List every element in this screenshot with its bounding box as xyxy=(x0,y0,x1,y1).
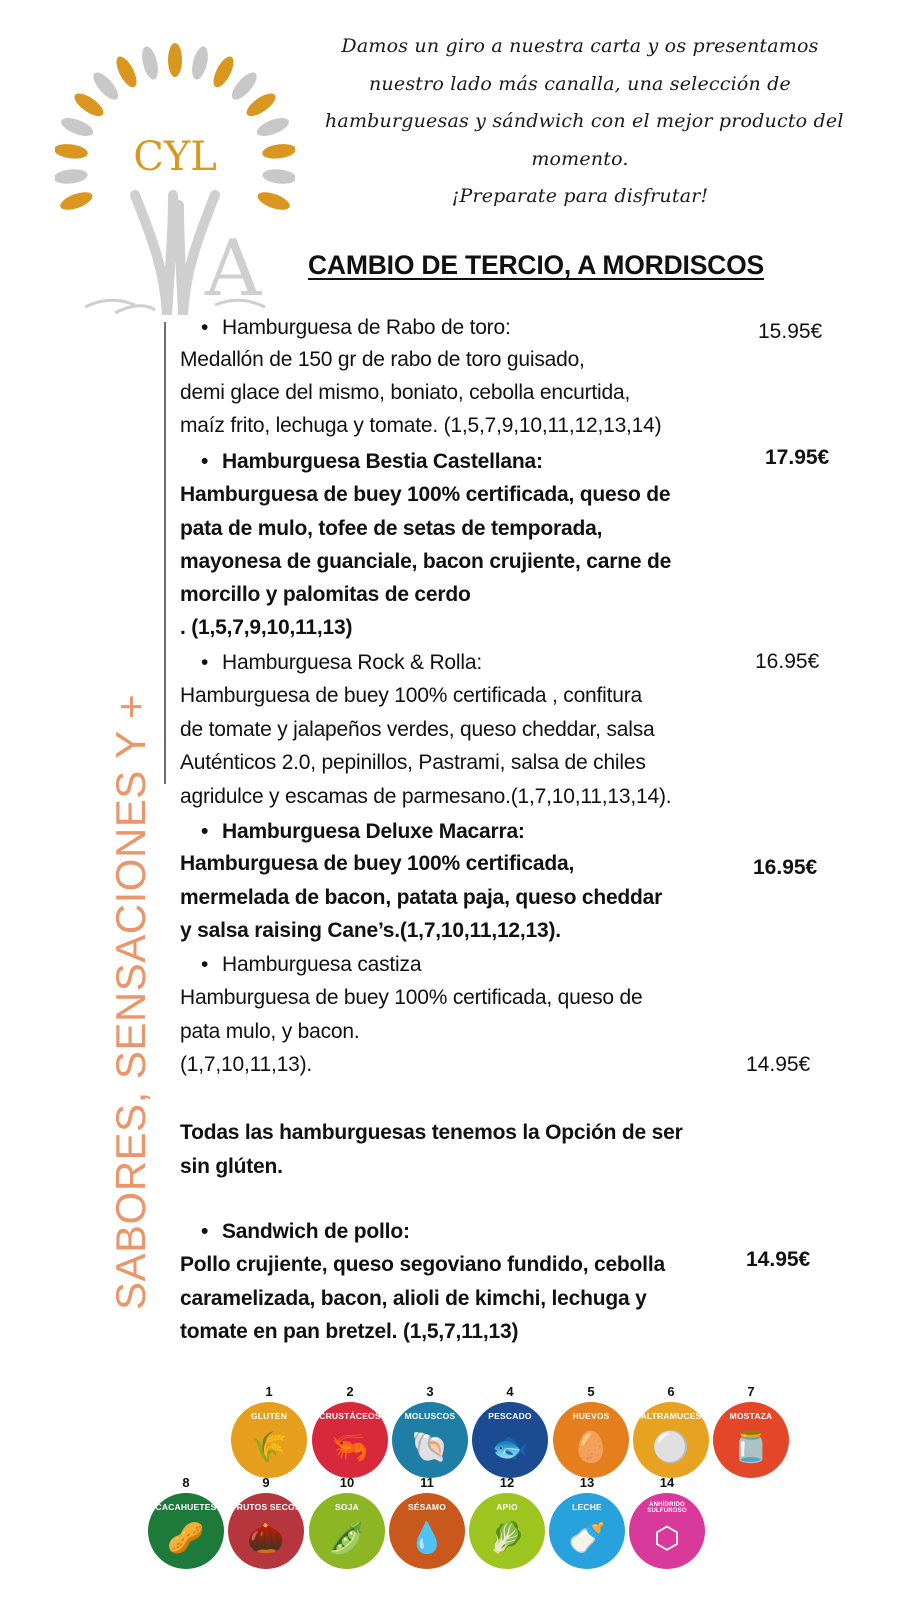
menu-item-description: morcillo y palomitas de cerdo xyxy=(180,583,471,606)
allergen-badge xyxy=(629,1493,705,1569)
allergen-pescado xyxy=(469,1384,551,1478)
menu-item-description: . (1,5,7,9,10,11,13) xyxy=(180,616,353,639)
intro-line: nuestro lado más canalla, una selección de xyxy=(369,72,791,95)
allergen-number: 11 xyxy=(420,1475,434,1490)
lupin-icon: ⚪ xyxy=(652,1431,690,1464)
leaf-icon xyxy=(89,69,122,104)
menu-item-description: maíz frito, lechuga y tomate. (1,5,7,9,10,11,12,13,14) xyxy=(180,414,662,437)
menu-item-description: Hamburguesa de buey 100% certificada, xyxy=(180,852,575,875)
leaf-icon xyxy=(255,114,292,139)
allergen-label: MOSTAZA xyxy=(729,1411,773,1421)
leaf-icon xyxy=(209,54,237,91)
allergen-cacahuetes xyxy=(145,1475,227,1569)
allergen-number: 2 xyxy=(346,1384,354,1399)
allergen-badge xyxy=(392,1402,468,1478)
allergen-label: SOJA xyxy=(335,1502,359,1512)
menu-item-description: (1,7,10,11,13). xyxy=(180,1053,313,1076)
allergen-number: 8 xyxy=(182,1475,190,1490)
note-line: sin glúten. xyxy=(180,1155,283,1178)
allergen-mostaza xyxy=(710,1384,792,1478)
leaf-icon xyxy=(243,89,279,120)
menu-item-price: 17.95€ xyxy=(765,446,830,469)
allergen-number: 3 xyxy=(426,1384,434,1399)
menu-item-name: • Hamburguesa de Rabo de toro: xyxy=(201,311,511,344)
menu-item-description: Auténticos 2.0, pepinillos, Pastrami, salsa de chiles xyxy=(180,751,646,774)
menu-item-description: demi glace del mismo, boniato, cebolla encurtida, xyxy=(180,381,631,404)
allergen-badge xyxy=(469,1493,545,1569)
allergen-leche xyxy=(546,1475,628,1569)
leaf-icon xyxy=(71,89,107,120)
menu-item-description: de tomate y jalapeños verdes, queso cheddar, salsa xyxy=(180,718,655,741)
allergen-label: CRUSTÁCEOS xyxy=(319,1411,381,1421)
allergen-label: ALTRAMUCES xyxy=(640,1411,702,1421)
allergen-badge xyxy=(633,1402,709,1478)
leaf-icon xyxy=(262,168,295,186)
allergen-label: APIO xyxy=(496,1502,518,1512)
menu-item-name: • Hamburguesa Bestia Castellana: xyxy=(201,445,543,478)
milk-bottle-icon: 🍼 xyxy=(568,1522,606,1555)
leaf-icon xyxy=(255,189,292,214)
menu-item-name: • Hamburguesa Rock & Rolla: xyxy=(201,646,482,679)
tree-leaves-logo-icon xyxy=(55,35,295,315)
sulfite-molecule-icon: ⬡ xyxy=(653,1522,681,1555)
menu-item-description: tomate en pan bretzel. (1,5,7,11,13) xyxy=(180,1320,519,1343)
menu-item-description: agridulce y escamas de parmesano.(1,7,10,11,13,14). xyxy=(180,785,672,808)
logo-sub-letter: A xyxy=(204,224,262,314)
menu-item-name: • Sandwich de pollo: xyxy=(201,1215,410,1248)
leaf-icon xyxy=(228,69,261,104)
allergen-sésamo xyxy=(386,1475,468,1569)
leaf-icon xyxy=(55,142,89,160)
menu-item-description: caramelizada, bacon, alioli de kimchi, lechuga y xyxy=(180,1287,647,1310)
celery-icon: 🥬 xyxy=(488,1522,526,1555)
intro-line: ¡Preparate para disfrutar! xyxy=(451,185,709,207)
fish-icon: 🐟 xyxy=(491,1431,529,1464)
allergen-label: PESCADO xyxy=(488,1411,532,1421)
allergen-badge xyxy=(228,1493,304,1569)
menu-item-price: 15.95€ xyxy=(758,320,823,343)
menu-item-name: • Hamburguesa Deluxe Macarra: xyxy=(201,815,525,848)
wheat-icon: 🌾 xyxy=(250,1431,288,1464)
allergen-label: HUEVOS xyxy=(572,1411,610,1421)
allergen-number: 5 xyxy=(587,1384,595,1399)
acorn-icon: 🌰 xyxy=(247,1522,285,1555)
egg-icon: 🥚 xyxy=(572,1431,610,1464)
allergen-badge xyxy=(312,1402,388,1478)
allergen-badge xyxy=(231,1402,307,1478)
sesame-icon: 💧 xyxy=(408,1522,446,1555)
allergen-number: 4 xyxy=(506,1384,514,1399)
allergen-number: 7 xyxy=(747,1384,755,1399)
menu-item-description: Hamburguesa de buey 100% certificada , confitura xyxy=(180,684,643,707)
leaf-icon xyxy=(55,168,88,186)
soy-pod-icon: 🫛 xyxy=(328,1522,366,1555)
menu-item-description: Hamburguesa de buey 100% certificada, queso de xyxy=(180,986,643,1009)
allergen-label: FRUTOS SECOS xyxy=(231,1502,301,1512)
allergen-label: CACAHUETES xyxy=(155,1502,217,1512)
allergen-badge xyxy=(472,1402,548,1478)
menu-item-price: 16.95€ xyxy=(753,856,818,879)
allergen-label: MOLUSCOS xyxy=(404,1411,456,1421)
allergen-label: ANHÍDRIDO SULFUROSO xyxy=(647,1502,687,1514)
allergen-altramuces xyxy=(630,1384,712,1478)
restaurant-logo xyxy=(55,35,295,315)
leaf-icon xyxy=(168,43,182,77)
allergen-anhídrido-sulfuroso xyxy=(626,1475,708,1569)
allergen-frutos-secos xyxy=(225,1475,307,1569)
allergen-gluten xyxy=(228,1384,310,1478)
allergen-badge xyxy=(553,1402,629,1478)
vertical-divider xyxy=(164,322,166,784)
allergen-apio xyxy=(466,1475,548,1569)
menu-item-name: • Hamburguesa castiza xyxy=(201,948,421,981)
section-title: CAMBIO DE TERCIO, A MORDISCOS xyxy=(308,250,764,280)
intro-line: Damos un giro a nuestra carta y os presentamos xyxy=(341,35,819,57)
menu-item-description: Hamburguesa de buey 100% certificada, queso de xyxy=(180,483,671,506)
allergen-badge xyxy=(713,1402,789,1478)
allergen-number: 1 xyxy=(265,1384,273,1399)
note-line: Todas las hamburguesas tenemos la Opción de ser xyxy=(180,1121,683,1144)
allergen-number: 12 xyxy=(499,1475,515,1490)
menu-item-description: Medallón de 150 gr de rabo de toro guisado, xyxy=(180,348,585,371)
intro-line: momento. xyxy=(531,147,629,170)
intro-line: hamburguesas y sándwich con el mejor producto del xyxy=(325,110,844,132)
logo-letters: CYL xyxy=(133,134,217,180)
menu-item-description: mermelada de bacon, patata paja, queso cheddar xyxy=(180,886,663,909)
leaf-icon xyxy=(189,45,211,81)
allergen-label: GLUTEN xyxy=(250,1411,288,1421)
allergen-huevos xyxy=(550,1384,632,1478)
leaf-icon xyxy=(261,142,295,160)
menu-item-description: mayonesa de guanciale, bacon crujiente, carne de xyxy=(180,550,672,573)
allergen-number: 9 xyxy=(262,1475,270,1490)
allergen-number: 14 xyxy=(659,1475,675,1490)
allergen-soja xyxy=(306,1475,388,1569)
menu-item-price: 16.95€ xyxy=(755,650,820,673)
menu-item-price: 14.95€ xyxy=(746,1053,811,1076)
allergen-label: LECHE xyxy=(572,1502,602,1512)
shell-icon: 🐚 xyxy=(411,1431,449,1464)
mustard-jar-icon: 🫙 xyxy=(732,1431,770,1464)
allergen-badge xyxy=(148,1493,224,1569)
peanut-icon: 🥜 xyxy=(167,1522,205,1555)
shrimp-icon: 🦐 xyxy=(331,1431,369,1464)
allergen-badge xyxy=(389,1493,465,1569)
allergen-number: 6 xyxy=(667,1384,675,1399)
allergen-number: 13 xyxy=(579,1475,595,1490)
menu-item-description: pata de mulo, tofee de setas de temporada, xyxy=(180,517,603,540)
allergen-badge xyxy=(309,1493,385,1569)
allergen-badge xyxy=(549,1493,625,1569)
leaf-icon xyxy=(58,189,95,214)
vertical-tagline: SABORES, SENSACIONES Y + xyxy=(107,693,154,1310)
allergen-number: 10 xyxy=(339,1475,355,1490)
menu-item-description: Pollo crujiente, queso segoviano fundido, cebolla xyxy=(180,1253,665,1276)
allergen-crustáceos xyxy=(309,1384,391,1478)
leaf-icon xyxy=(59,114,96,139)
allergen-label: SÉSAMO xyxy=(407,1502,447,1512)
leaf-icon xyxy=(139,45,161,81)
menu-item-description: y salsa raising Cane’s.(1,7,10,11,12,13). xyxy=(180,919,561,942)
leaf-icon xyxy=(112,54,140,91)
menu-item-price: 14.95€ xyxy=(746,1248,811,1271)
allergen-moluscos xyxy=(389,1384,471,1478)
intro-text xyxy=(325,28,844,216)
menu-item-description: pata mulo, y bacon. xyxy=(180,1020,360,1043)
